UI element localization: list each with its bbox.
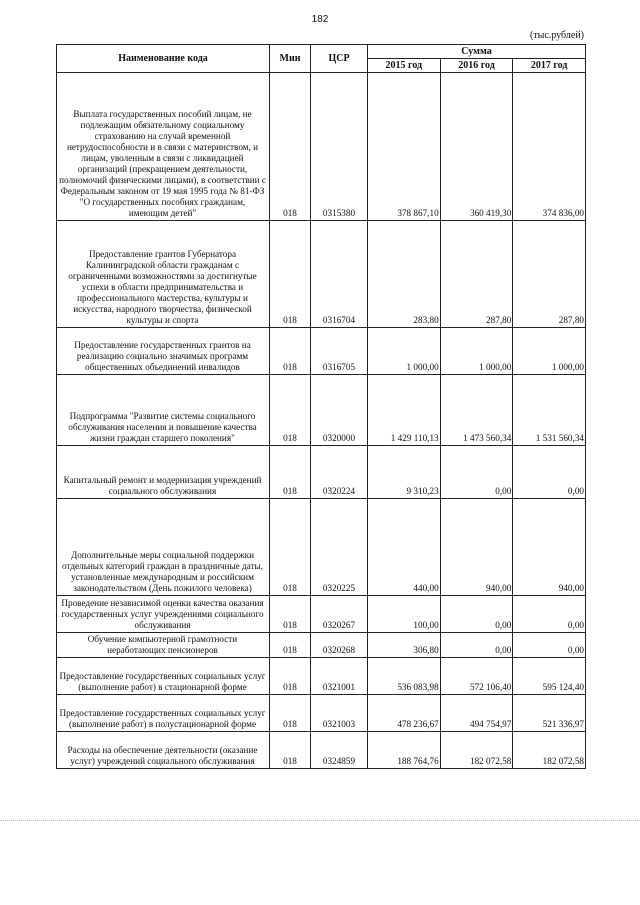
row-value-2015: 440,00 — [368, 499, 441, 596]
row-value-2017: 0,00 — [513, 596, 586, 633]
row-min: 018 — [270, 695, 311, 732]
row-name: Обучение компьютерной грамотности неработающих пенсионеров — [57, 633, 270, 658]
header-name: Наименование кода — [57, 45, 270, 73]
header-sum: Сумма — [368, 45, 586, 59]
row-value-2016: 0,00 — [440, 633, 513, 658]
row-value-2016: 940,00 — [440, 499, 513, 596]
table-row — [57, 658, 586, 695]
row-name: Подпрограмма "Развитие системы социального обслуживания населения и повышение качества жизни граждан старшего поколения" — [57, 375, 270, 446]
row-csr: 0320267 — [311, 596, 368, 633]
row-min: 018 — [270, 375, 311, 446]
table-row — [57, 499, 586, 596]
row-value-2015: 536 083,98 — [368, 658, 441, 695]
row-name: Предоставление государственных социальных услуг (выполнение работ) в полустационарной форме — [57, 695, 270, 732]
row-min: 018 — [270, 633, 311, 658]
row-csr: 0320000 — [311, 375, 368, 446]
units-label: (тыс.рублей) — [529, 30, 584, 41]
row-csr: 0320268 — [311, 633, 368, 658]
row-min: 018 — [270, 732, 311, 769]
row-value-2017: 1 531 560,34 — [513, 375, 586, 446]
row-name: Проведение независимой оценки качества оказания государственных услуг учреждениями социального обслуживания — [57, 596, 270, 633]
row-value-2017: 595 124,40 — [513, 658, 586, 695]
row-min: 018 — [270, 499, 311, 596]
table-row — [57, 732, 586, 769]
row-value-2017: 521 336,97 — [513, 695, 586, 732]
row-value-2016: 360 419,30 — [440, 73, 513, 221]
row-value-2016: 287,80 — [440, 221, 513, 328]
table-row — [57, 375, 586, 446]
row-value-2015: 188 764,76 — [368, 732, 441, 769]
row-value-2017: 374 836,00 — [513, 73, 586, 221]
row-value-2017: 287,80 — [513, 221, 586, 328]
row-name: Расходы на обеспечение деятельности (оказание услуг) учреждений социального обслуживания — [57, 732, 270, 769]
row-min: 018 — [270, 658, 311, 695]
row-name: Предоставление грантов Губернатора Калининградской области гражданам с ограниченными возможностями за достигнутые успехи в области предпринимательства и профессионального мастерства, культуры и искусства, народного творчества, физической культуры и спорта — [57, 221, 270, 328]
row-name: Выплата государственных пособий лицам, не подлежащим обязательному социальному страхованию на случай временной нетрудоспособности и в связи с материнством, и лицам, уволенным в связи с ликвидацией организаций (прекращением деятельности, полномочий физическими лицами), в соответствии с Федеральным законом от 19 мая 1995 года № 81-ФЗ "О государственных пособиях гражданам, имеющим детей" — [57, 73, 270, 221]
row-name: Предоставление государственных социальных услуг (выполнение работ) в стационарной форме — [57, 658, 270, 695]
row-value-2016: 0,00 — [440, 596, 513, 633]
row-value-2016: 1 473 560,34 — [440, 375, 513, 446]
table-row — [57, 328, 586, 375]
table-row — [57, 633, 586, 658]
row-value-2015: 283,80 — [368, 221, 441, 328]
table-row — [57, 695, 586, 732]
row-value-2016: 572 106,40 — [440, 658, 513, 695]
table-row — [57, 446, 586, 499]
budget-table — [56, 44, 586, 769]
header-row — [57, 45, 586, 59]
row-value-2015: 1 000,00 — [368, 328, 441, 375]
row-csr: 0320224 — [311, 446, 368, 499]
row-csr: 0315380 — [311, 73, 368, 221]
row-value-2017: 0,00 — [513, 633, 586, 658]
row-csr: 0321003 — [311, 695, 368, 732]
table-row — [57, 73, 586, 221]
row-min: 018 — [270, 221, 311, 328]
row-value-2017: 182 072,58 — [513, 732, 586, 769]
row-name: Капитальный ремонт и модернизация учреждений социального обслуживания — [57, 446, 270, 499]
row-value-2015: 9 310,23 — [368, 446, 441, 499]
row-value-2015: 100,00 — [368, 596, 441, 633]
row-min: 018 — [270, 596, 311, 633]
row-csr: 0321001 — [311, 658, 368, 695]
row-value-2016: 494 754,97 — [440, 695, 513, 732]
row-min: 018 — [270, 328, 311, 375]
header-2016: 2016 год — [440, 59, 513, 73]
row-value-2017: 1 000,00 — [513, 328, 586, 375]
row-csr: 0324859 — [311, 732, 368, 769]
row-value-2015: 478 236,67 — [368, 695, 441, 732]
row-value-2015: 378 867,10 — [368, 73, 441, 221]
row-value-2017: 0,00 — [513, 446, 586, 499]
row-value-2017: 940,00 — [513, 499, 586, 596]
row-value-2016: 182 072,58 — [440, 732, 513, 769]
row-value-2015: 1 429 110,13 — [368, 375, 441, 446]
header-2017: 2017 год — [513, 59, 586, 73]
row-value-2016: 1 000,00 — [440, 328, 513, 375]
row-value-2015: 306,80 — [368, 633, 441, 658]
row-min: 018 — [270, 446, 311, 499]
scan-artifact-divider — [0, 820, 640, 822]
table-row — [57, 596, 586, 633]
row-value-2016: 0,00 — [440, 446, 513, 499]
row-name: Предоставление государственных грантов на реализацию социально значимых программ общественных объединений инвалидов — [57, 328, 270, 375]
row-name: Дополнительные меры социальной поддержки отдельных категорий граждан в праздничные даты, установленные международным и российским законодательством (День пожилого человека) — [57, 499, 270, 596]
header-csr: ЦСР — [311, 45, 368, 73]
row-csr: 0316704 — [311, 221, 368, 328]
row-csr: 0320225 — [311, 499, 368, 596]
header-2015: 2015 год — [368, 59, 441, 73]
row-csr: 0316705 — [311, 328, 368, 375]
page-number: 182 — [311, 14, 329, 25]
header-min: Мин — [270, 45, 311, 73]
row-min: 018 — [270, 73, 311, 221]
table-row — [57, 221, 586, 328]
